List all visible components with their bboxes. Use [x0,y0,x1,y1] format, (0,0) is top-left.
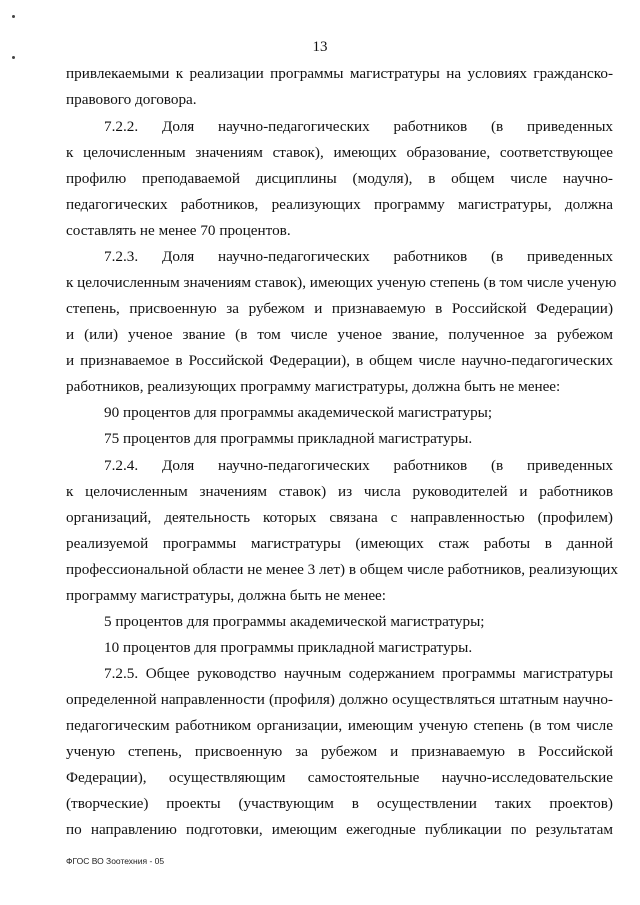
text-line: 7.2.2. Доля научно-педагогических работников (в приведенных [104,118,613,135]
text-line: и (или) ученое звание (в том числе ученое звание, полученное за рубежом [66,326,613,343]
text-line: привлекаемыми к реализации программы магистратуры на условиях гражданско- [66,65,613,82]
text-line: к целочисленным значениям ставок), имеющих образование, соответствующее [66,144,613,161]
text-line: определенной направленности (профиля) должно осуществляться штатным научно- [66,691,613,708]
text-line: по направлению подготовки, имеющим ежегодные публикации по результатам [66,821,613,838]
text-line: ученую степень, присвоенную за рубежом и признаваемую в Российской [66,743,613,760]
text-line: 90 процентов для программы академической магистратуры; [104,404,493,421]
text-line: 10 процентов для программы прикладной магистратуры. [104,639,473,656]
text-line: работников, реализующих программу магистратуры, должна быть не менее: [66,378,561,395]
text-line: профилю преподаваемой дисциплины (модуля), в общем числе научно- [66,170,613,187]
text-line: реализуемой программы магистратуры (имеющих стаж работы в данной [66,535,613,552]
text-line: 75 процентов для программы прикладной магистратуры. [104,430,473,447]
scan-speck-left [12,56,15,59]
text-line: к целочисленным значениям ставок) из числа руководителей и работников [66,483,613,500]
text-line: составлять не менее 70 процентов. [66,222,291,239]
text-line: программу магистратуры, должна быть не менее: [66,587,387,604]
text-line: и признаваемое в Российской Федерации), в общем числе научно-педагогических [66,352,613,369]
text-line: 7.2.3. Доля научно-педагогических работников (в приведенных [104,248,613,265]
document-footer: ФГОС ВО Зоотехния - 05 [66,856,165,866]
text-line: к целочисленным значениям ставок), имеющих ученую степень (в том числе ученую [66,274,617,291]
text-line: организаций, деятельность которых связана с направленностью (профилем) [66,509,613,526]
text-line: 5 процентов для программы академической магистратуры; [104,613,485,630]
text-line: степень, присвоенную за рубежом и признаваемую в Российской Федерации) [66,300,613,317]
text-line: 7.2.4. Доля научно-педагогических работников (в приведенных [104,457,613,474]
scan-speck-top [12,15,15,18]
text-line: правового договора. [66,91,197,108]
text-line: педагогических работников, реализующих программу магистратуры, должна [66,196,613,213]
page-number: 13 [312,39,328,55]
text-line: педагогическим работником организации, имеющим ученую степень (в том числе [66,717,613,734]
text-line: 7.2.5. Общее руководство научным содержанием программы магистратуры [104,665,613,682]
text-line: Федерации), осуществляющим самостоятельные научно-исследовательские [66,769,613,786]
text-line: профессиональной области не менее 3 лет) в общем числе работников, реализующих [66,561,619,578]
text-line: (творческие) проекты (участвующим в осуществлении таких проектов) [66,795,613,812]
